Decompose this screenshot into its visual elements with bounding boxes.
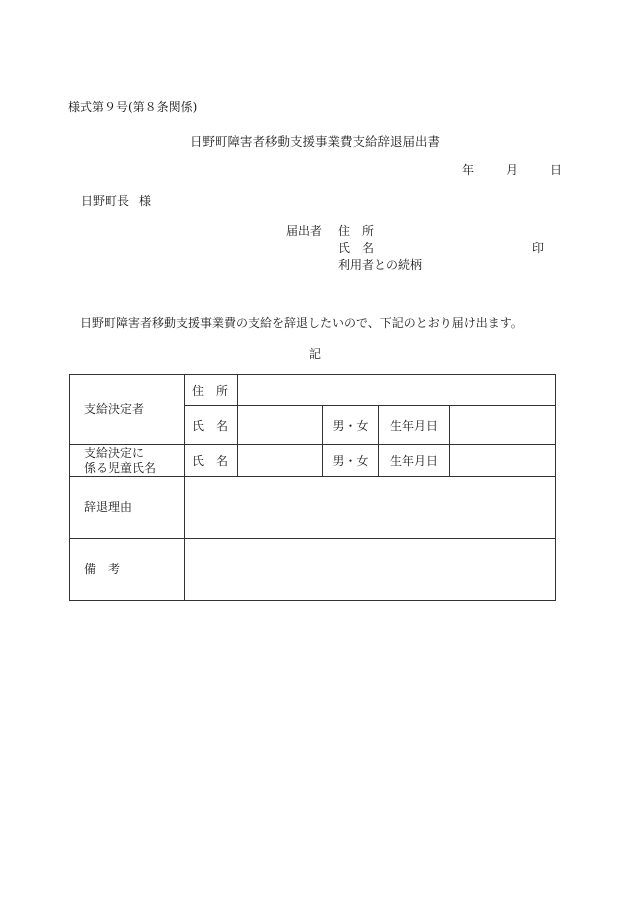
child-header-line2: 係る児童氏名 [84,460,157,475]
recipient-header: 支給決定者 [70,375,185,445]
address-label: 住 所 [185,375,238,406]
form-number: 様式第９号(第８条関係) [68,100,198,114]
seal-mark: 印 [532,241,545,255]
child-birthdate-label: 生年月日 [379,445,450,477]
body-text: 日野町障害者移動支援事業費の支給を辞退したいので、下記のとおり届け出ます。 [80,316,523,330]
addressee-name: 日野町長 [81,194,130,208]
applicant-relation-label: 利用者との続柄 [338,258,423,272]
date-month-label: 月 [505,163,518,177]
document-title: 日野町障害者移動支援事業費支給辞退届出書 [189,134,440,149]
table-row [70,477,556,539]
child-gender-field[interactable]: 男・女 [323,445,379,477]
table-row [70,375,556,406]
reason-field[interactable] [185,477,556,539]
address-field[interactable] [238,375,556,406]
child-name-label: 氏 名 [185,445,238,477]
child-header-line1: 支給決定に [84,445,145,460]
remarks-label: 備 考 [70,539,185,601]
child-birthdate-field[interactable] [450,445,556,477]
table-row [70,445,556,477]
applicant-name-label: 氏 名 [338,241,375,255]
child-name-field[interactable] [238,445,323,477]
birthdate-field[interactable] [450,406,556,445]
date-day-label: 日 [549,163,562,177]
name-field[interactable] [238,406,323,445]
date-line [462,161,562,178]
addressee [81,192,151,209]
reason-label: 辞退理由 [70,477,185,539]
birthdate-label: 生年月日 [379,406,450,445]
addressee-honorific: 様 [139,194,152,208]
name-label: 氏 名 [185,406,238,445]
form-table [69,374,556,601]
gender-field[interactable]: 男・女 [323,406,379,445]
applicant-address-label: 住 所 [338,224,375,238]
table-row [70,539,556,601]
date-year-label: 年 [462,163,475,177]
ki-heading: 記 [308,347,321,361]
child-header [70,445,185,477]
applicant-label: 届出者 [286,224,323,238]
remarks-field[interactable] [185,539,556,601]
